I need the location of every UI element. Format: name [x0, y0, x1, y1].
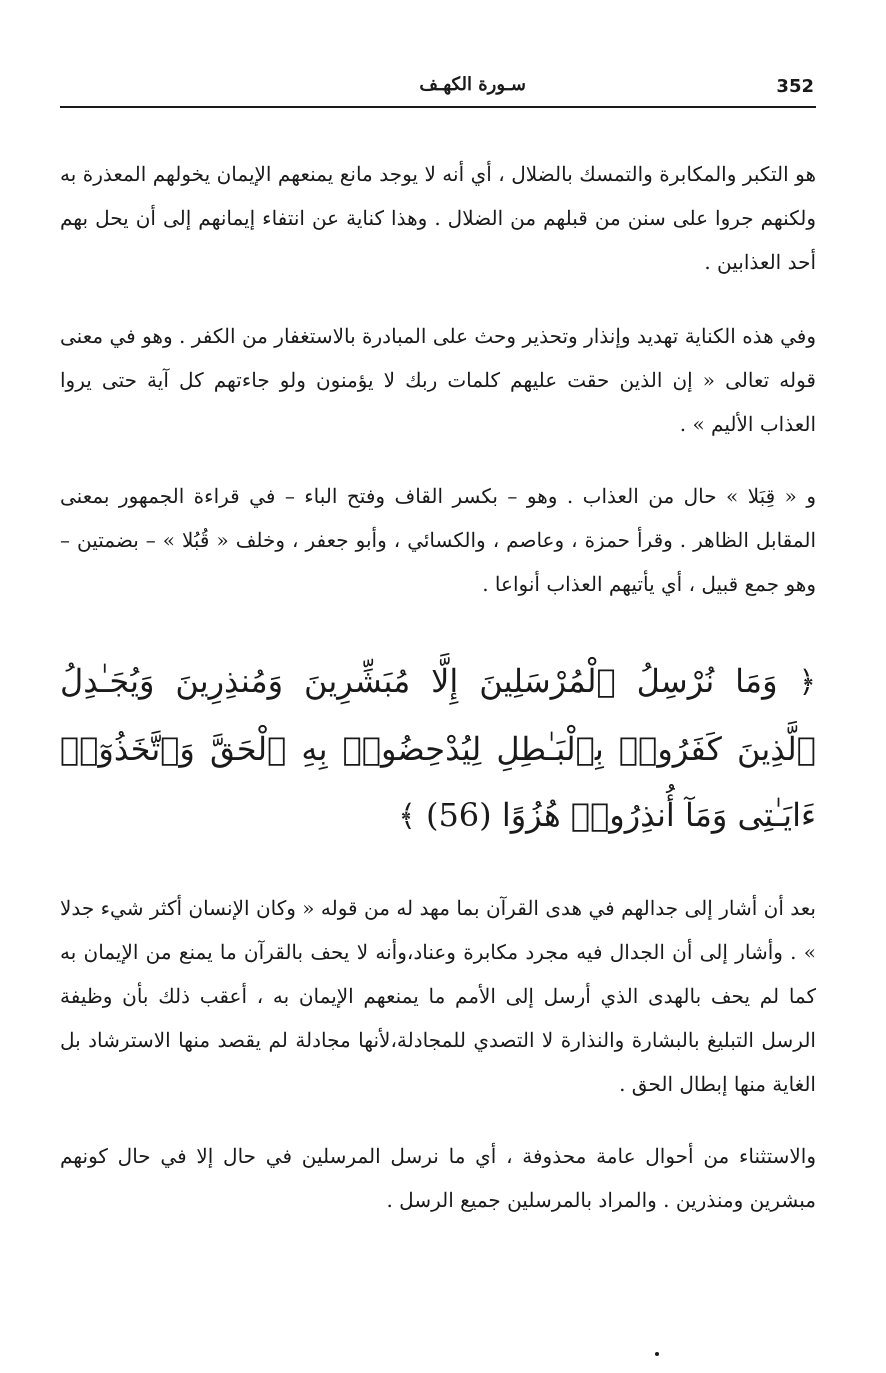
- page-header: [60, 70, 816, 108]
- book-page: [60, 70, 816, 1222]
- paragraph-3: و « قِبَلا » حال من العذاب . وهو – بكسر القاف وفتح الباء – في قراءة الجمهور بمعنى المقابل الظاهر . وقرأ حمزة ، وعاصم ، والكسائي ، وأبو جعفر ، وخلف « قُبُلا » – بضمتين – وهو جمع قبيل ، أي يأتيهم العذاب أنواعا .: [60, 484, 816, 596]
- page-number: 352: [776, 76, 814, 97]
- quran-verse: [60, 648, 816, 850]
- paragraph-1: هو التكبر والمكابرة والتمسك بالضلال ، أي أنه لا يوجد مانع يمنعهم الإيمان يخولهم المعذرة به ولكنهم جروا على سنن من قبلهم من الضلال . وهذا كناية عن انتفاء إيمانهم إلى أن يحل بهم أحد العذابين .: [60, 162, 816, 274]
- commentary-paragraph-1: بعد أن أشار إلى جدالهم في هدى القرآن بما مهد له من قوله « وكان الإنسان أكثر شيء جدلا » . وأشار إلى أن الجدال فيه مجرد مكابرة وعناد،وأنه لا يحف بالقرآن ما يمنع من الإيمان به كما لم يحف بالهدى الذي أرسل إلى الأمم ما يمنعهم الإيمان به ، أعقب ذلك بأن وظيفة الرسل التبليغ بالبشارة والنذارة لا التصدي للمجادلة،لأنها مجادلة لم يقصد منها الاسترشاد بل الغاية منها إبطال الحق .: [60, 896, 816, 1096]
- paragraph-2: وفي هذه الكناية تهديد وإنذار وتحذير وحث على المبادرة بالاستغفار من الكفر . وهو في معنى قوله تعالى « إن الذين حقت عليهم كلمات ربك لا يؤمنون ولو جاءتهم كل آية حتى يروا العذاب الأليم » .: [60, 324, 816, 436]
- verse-open-bracket: ﴿: [798, 665, 817, 700]
- ink-speck: [655, 1352, 659, 1356]
- commentary-paragraph-2: والاستثناء من أحوال عامة محذوفة ، أي ما نرسل المرسلين في حال إلا في حال كونهم مبشرين ومنذرين . والمراد بالمرسلين جميع الرسل .: [60, 1144, 816, 1212]
- verse-text: وَمَا نُرْسِلُ ٱلْمُرْسَلِينَ إِلَّا مُبَشِّرِينَ وَمُنذِرِينَ وَيُجَـٰدِلُ ٱلَّذِينَ كَفَرُوا۟ بِٱلْبَـٰطِلِ لِيُدْحِضُوا۟ بِهِ ٱلْحَقَّ وَٱتَّخَذُوٓا۟ ءَايَـٰتِى وَمَآ أُنذِرُوا۟ هُزُوًا (56): [60, 662, 816, 834]
- verse-close-bracket: ﴾: [398, 799, 416, 834]
- running-title: سـورة الكهـف: [419, 74, 526, 95]
